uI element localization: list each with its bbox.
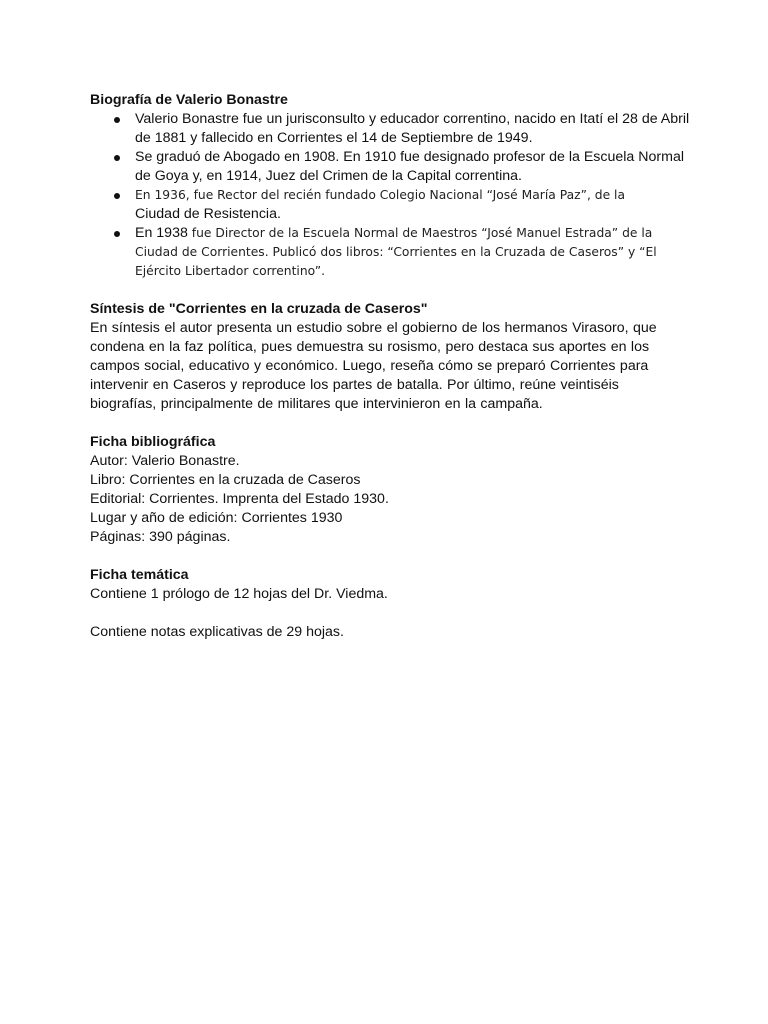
list-item-line: Ciudad de Resistencia.	[135, 206, 281, 222]
list-item-line	[135, 224, 690, 243]
thematic-heading: Ficha temática	[90, 567, 189, 583]
list-item-line: de Goya y, en 1914, Juez del Crimen de la Capital correntina.	[135, 168, 522, 184]
thematic-prologue: Contiene 1 prólogo de 12 hojas del Dr. Viedma.	[90, 586, 388, 602]
paragraph-line: intervenir en Caseros y reproduce los partes de batalla. Por último, reúne veintiséis	[90, 377, 619, 393]
bibliographic-publisher: Editorial: Corrientes. Imprenta del Estado 1930.	[90, 491, 389, 507]
list-item	[90, 110, 690, 148]
list-item	[90, 148, 690, 186]
paragraph-line: condena en la faz política, pues demuestra su rosismo, pero destaca sus aportes en los	[90, 339, 650, 355]
synthesis-heading: Síntesis de "Corrientes en la cruzada de Caseros"	[90, 301, 428, 317]
biography-heading: Biografía de Valerio Bonastre	[90, 92, 288, 108]
biography-list	[90, 110, 690, 281]
list-item-line: de 1881 y fallecido en Corrientes el 14 de Septiembre de 1949.	[135, 130, 533, 146]
blank-line	[90, 604, 690, 623]
bibliographic-place-year: Lugar y año de edición: Corrientes 1930	[90, 510, 343, 526]
bibliographic-pages: Páginas: 390 páginas.	[90, 529, 231, 545]
list-item-line: Ciudad de Corrientes. Publicó dos libros: “Corrientes en la Cruzada de Caseros” y “El	[135, 245, 657, 259]
bullet-icon	[114, 193, 120, 199]
biography-section	[90, 91, 690, 281]
thematic-section	[90, 566, 690, 642]
bibliographic-book: Libro: Corrientes en la cruzada de Caseros	[90, 472, 361, 488]
bullet-icon	[114, 231, 120, 237]
list-item-text: fue Director de la Escuela Normal de Maestros “José Manuel Estrada” de la	[187, 226, 653, 240]
paragraph-line: biografías, principalmente de militares que intervinieron en la campaña.	[90, 396, 543, 412]
bullet-icon	[114, 117, 120, 123]
bullet-icon	[114, 155, 120, 161]
list-item-year: En 1938	[135, 225, 188, 241]
list-item-line: Se graduó de Abogado en 1908. En 1910 fue designado profesor de la Escuela Normal	[135, 149, 684, 165]
paragraph-line: En síntesis el autor presenta un estudio sobre el gobierno de los hermanos Virasoro, que	[90, 320, 657, 336]
synthesis-section	[90, 300, 690, 414]
document-page	[90, 91, 690, 642]
list-item	[90, 224, 690, 281]
list-item	[90, 186, 690, 224]
bibliographic-heading: Ficha bibliográfica	[90, 434, 216, 450]
thematic-notes: Contiene notas explicativas de 29 hojas.	[90, 624, 344, 640]
paragraph-line: campos social, educativo y económico. Luego, reseña cómo se preparó Corrientes para	[90, 358, 649, 374]
synthesis-paragraph	[90, 319, 690, 414]
bibliographic-section	[90, 433, 690, 547]
list-item-line: Ejército Libertador correntino”.	[135, 264, 325, 278]
list-item-line: En 1936, fue Rector del recién fundado Colegio Nacional “José María Paz”, de la	[135, 188, 625, 202]
bibliographic-author: Autor: Valerio Bonastre.	[90, 453, 240, 469]
list-item-line: Valerio Bonastre fue un jurisconsulto y educador correntino, nacido en Itatí el 28 de Abril	[135, 111, 690, 127]
